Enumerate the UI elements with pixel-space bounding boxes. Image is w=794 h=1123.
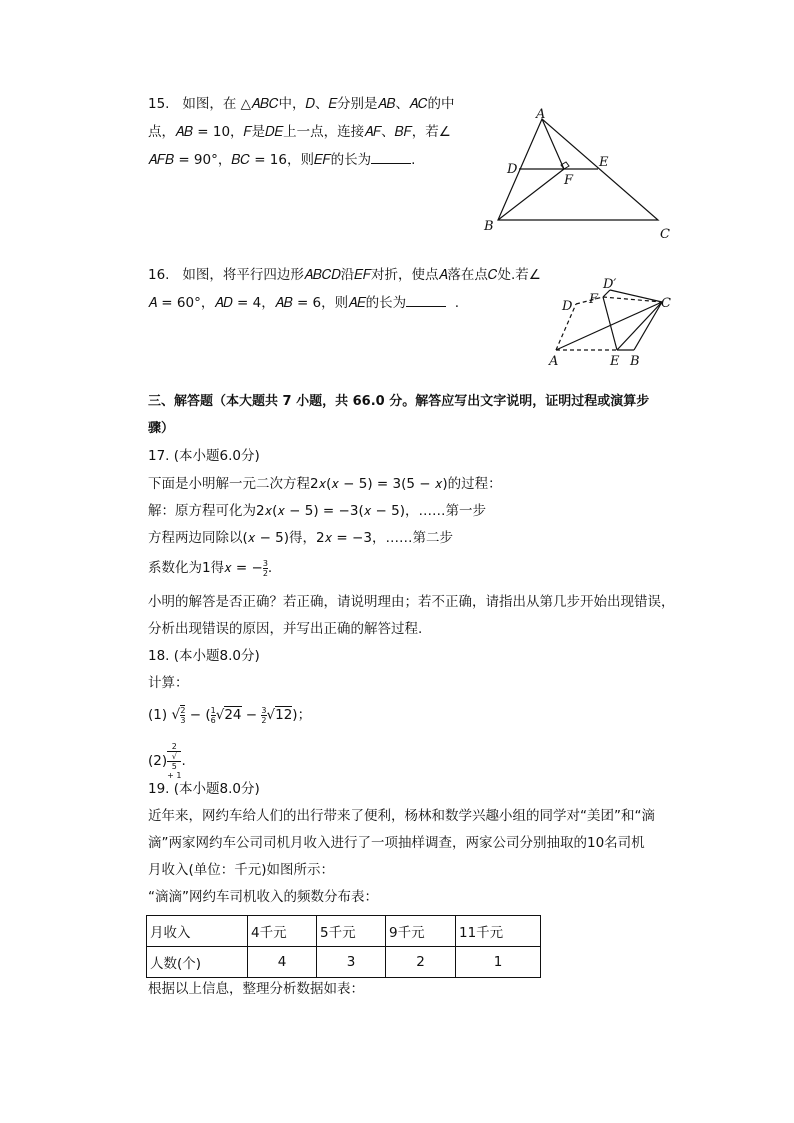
minus-sign: − [245,707,258,723]
q16-line1 [148,262,541,289]
q15-figure [470,100,680,245]
q15-period: . [411,152,416,168]
table-cell: 人数(个) [147,947,248,978]
frac-numerator: 2 [171,742,177,751]
radicand-5: 5 [167,761,181,771]
q16-answer-blank [406,294,446,307]
segment-ec [617,302,662,350]
q18-header: 18. (本小题8.0分) [148,648,260,664]
denominator-rest: + 1 [167,771,182,780]
table-cell: 4 [248,947,317,978]
label-E: E [599,155,609,170]
frequency-table [146,915,541,978]
q19-line2: 滴”两家网约车公司司机月收入进行了一项抽样调查，两家公司分别抽取的10名司机 [148,835,645,851]
q18-part2 [148,742,186,780]
q15-number: 15. [148,96,170,112]
q15-answer-blank [371,151,411,164]
q15-line3 [148,147,415,174]
segment-dpc [610,290,662,302]
q16-text-1: 如图，将平行四边形𝐴𝐵𝐶𝐷沿𝐸𝐹对折，使点𝐴落在点𝐶处.若∠ [182,267,541,283]
section3-heading-1: 三、解答题（本大题共 7 小题，共 66.0 分。解答应写出文字说明，证明过程或演算步 [148,394,650,409]
q16-text-2: 𝐴 = 60°，𝐴𝐷 = 4，𝐴𝐵 = 6，则𝐴𝐸的长为 [148,295,407,311]
q17-line5: 小明的解答是否正确？若正确，请说明理由；若不正确，请指出从第几步开始出现错误， [148,594,675,610]
q18-part1-label: (1) [148,707,168,723]
frac-denominator: 2 [261,715,267,725]
table-cell: 5千元 [317,916,386,947]
q15-text-2: 点，𝐴𝐵 = 10，𝐹是𝐷𝐸上一点，连接𝐴𝐹、𝐵𝐹，若∠ [148,124,451,140]
q18-part2-end: . [181,753,186,769]
sqrt-icon: √ [266,707,276,723]
frac-numerator: 2 [180,706,186,715]
q19-line3: 月收入(单位：千元)如图所示： [148,862,335,878]
label-F: F [564,173,574,188]
q15-line1 [148,91,455,118]
q17-line3: 方程两边同除以(𝑥 − 5)得，2𝑥 = −3，……第二步 [148,530,453,546]
label-F: F [589,292,599,307]
q19-header: 19. (本小题8.0分) [148,781,260,797]
table-cell: 9千元 [386,916,456,947]
label-C: C [660,227,670,242]
label-E: E [610,354,620,369]
table-row [147,916,541,947]
label-A: A [549,354,559,369]
q18-part1 [148,702,311,728]
q19-after-text: 根据以上信息，整理分析数据如表： [148,981,364,997]
table-cell: 月收入 [147,916,248,947]
label-A: A [536,107,546,122]
q18-part1-end: )； [292,707,312,723]
label-B: B [630,354,640,369]
table-cell: 11千元 [456,916,541,947]
sqrt-icon: √ [215,707,225,723]
table-cell: 2 [386,947,456,978]
label-D: D [562,299,573,314]
frac-numerator: 1 [210,705,216,715]
frac-denominator: √ 5 + 1 [167,752,182,780]
q17-line2: 解：原方程可化为2𝑥(𝑥 − 5) = −3(𝑥 − 5)，……第一步 [148,503,486,519]
segment-af [542,119,564,169]
q16-period: . [454,295,460,311]
label-B: B [484,219,494,234]
q16-number: 16. [148,267,170,283]
table-cell: 1 [456,947,541,978]
q16-line2 [148,290,459,317]
label-C: C [661,296,671,311]
frac-denominator: 6 [210,715,216,725]
frac-denominator: 2 [262,568,268,578]
q17-header: 17. (本小题6.0分) [148,448,260,464]
q15-text-3: 𝐴𝐹𝐵 = 90°，𝐵𝐶 = 16，则𝐸𝐹的长为 [148,152,372,168]
q17-line4-period: . [267,560,273,576]
q15-text-1: 如图，在 △𝐴𝐵𝐶中，𝐷、𝐸分别是𝐴𝐵、𝐴𝐶的中 [182,96,455,112]
q17-line4 [148,557,272,579]
section3-heading-2: 骤） [148,421,175,436]
frac-numerator: 3 [261,705,267,715]
fraction-two-over-sqrt5-plus-1 [167,742,181,780]
q19-line1: 近年来，网约车给人们的出行带来了便利，杨林和数学兴趣小组的同学对“美团”和“滴 [148,808,655,824]
q18-calc-label: 计算： [148,675,189,691]
q17-line1: 下面是小明解一元二次方程2𝑥(𝑥 − 5) = 3(5 − 𝑥)的过程： [148,476,502,492]
table-cell: 4千元 [248,916,317,947]
q17-line6: 分析出现错误的原因，并写出正确的解答过程. [148,621,423,637]
frac-numerator: 3 [262,558,268,568]
q16-figure [540,272,690,372]
q18-part1-mid: − ( [185,707,211,723]
segment-bc [634,302,662,350]
radicand-24: 24 [224,707,242,723]
q18-part2-label: (2) [148,753,168,769]
q17-line4-text: 系数化为1得𝑥 = − [148,560,263,576]
table-row [147,947,541,978]
sqrt-icon: √ [171,707,181,723]
table-cell: 3 [317,947,386,978]
frac-denominator: 3 [180,716,186,725]
q19-table-title: “滴滴”网约车司机收入的频数分布表： [148,889,378,905]
label-Dprime: D′ [603,277,617,292]
label-D: D [507,162,518,177]
radicand-12: 12 [275,707,293,723]
